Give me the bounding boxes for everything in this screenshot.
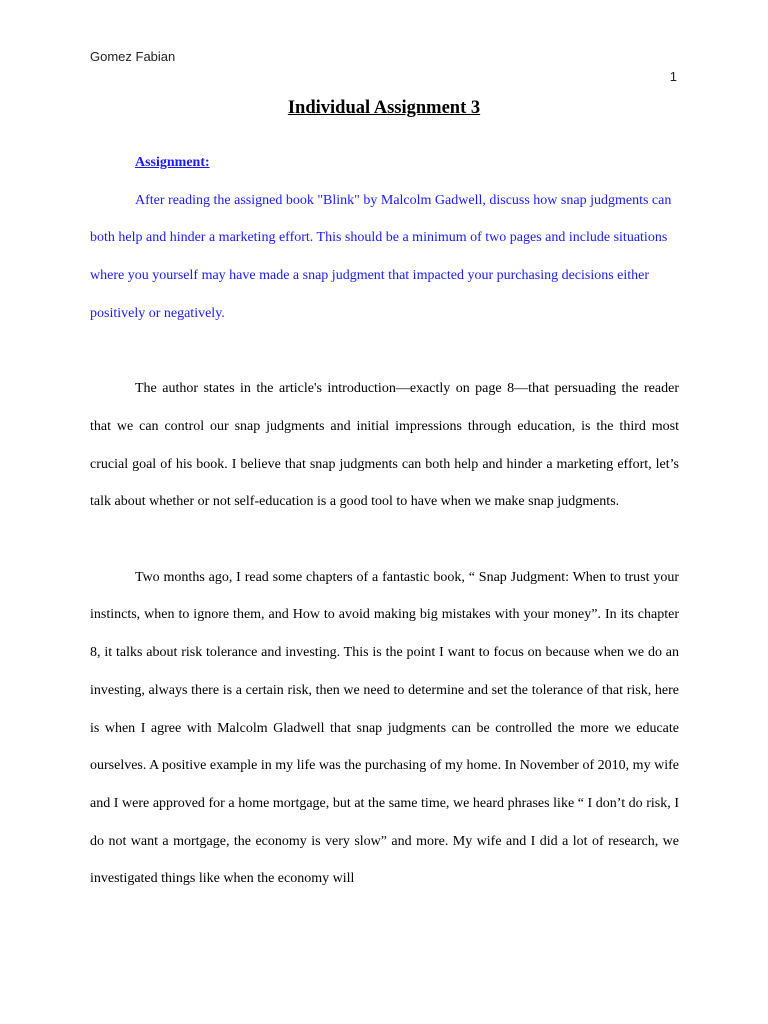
document-title: Individual Assignment 3	[287, 98, 481, 118]
assignment-prompt: After reading the assigned book "Blink" by Malcolm Gadwell, discuss how snap judgments can both help and hinder a marketing effort. This should be a minimum of two pages and include situations where you yourself may have made a snap judgment that impacted your purchasing decisions either positively or negatively.	[90, 192, 672, 321]
body-paragraph-1: The author states in the article's introduction—exactly on page 8—that persuading the reader that we can control our snap judgments and initial impressions through education, is the third most crucial goal of his book. I believe that snap judgments can both help and hinder a marketing effort, let’s talk about whether or not self-education is a good tool to have when we make snap judgments.	[90, 381, 679, 510]
paragraph-spacer	[90, 333, 679, 371]
header-author-name: Gomez Fabian	[90, 49, 176, 64]
paragraph-spacer	[90, 521, 679, 559]
document-body	[90, 144, 679, 898]
body-paragraph-2: Two months ago, I read some chapters of a fantastic book, “ Snap Judgment: When to trust your instincts, when to ignore them, and How to avoid making big mistakes with your money”. In its chapter 8, it talks about risk tolerance and investing. This is the point I want to focus on because when we do an investing, always there is a certain risk, then we need to determine and set the tolerance of that risk, here is when I agree with Malcolm Gladwell that snap judgments can be controlled the more we educate ourselves. A positive example in my life was the purchasing of my home. In November of 2010, my wife and I were approved for a home mortgage, but at the same time, we heard phrases like “ I don’t do risk, I do not want a mortgage, the economy is very slow” and more. My wife and I did a lot of research, we investigated things like when the economy will	[90, 569, 679, 887]
page-number: 1	[669, 69, 677, 84]
assignment-label: Assignment:	[135, 155, 210, 170]
